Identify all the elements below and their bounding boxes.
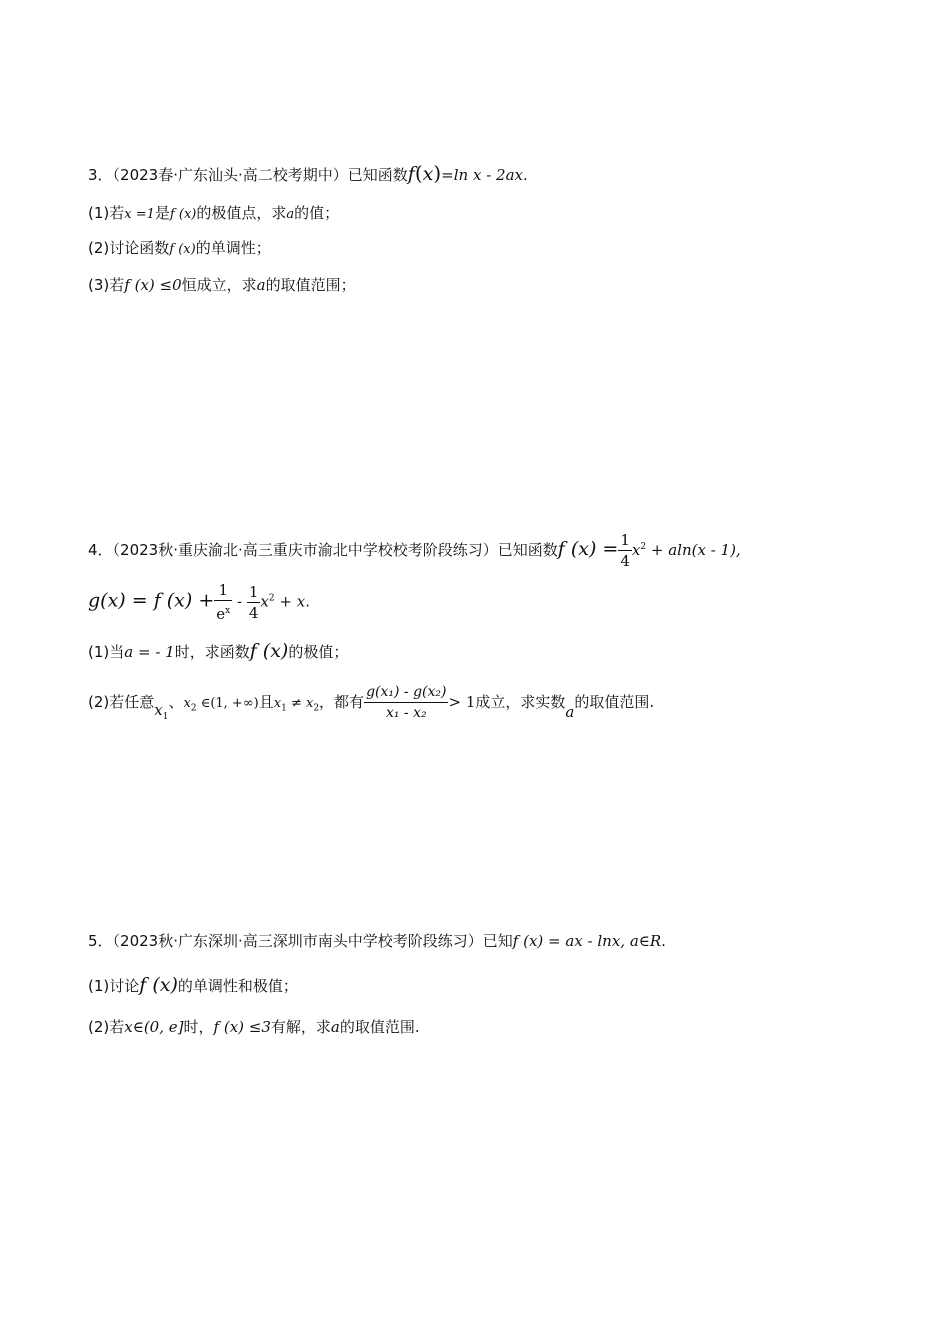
q4-p2-neq-sub: 2 xyxy=(313,703,320,714)
q4-g-mid: - xyxy=(232,592,247,611)
q4-p2-neq: ≠ x xyxy=(286,696,314,711)
q4-p2-frac-num: g(x₁) - g(x₂) xyxy=(364,682,448,703)
q4-frac3-den: 4 xyxy=(248,603,259,622)
q3-stem-end: . xyxy=(522,166,528,184)
q5-stem xyxy=(88,930,666,952)
q3-p1-d: 的值； xyxy=(294,204,340,222)
q4-p2-b: 且 xyxy=(258,693,274,711)
q5-p1-f: f (x) xyxy=(139,974,178,996)
q5-p2-num: (2) xyxy=(88,1018,110,1036)
q5-stem-end: . xyxy=(661,932,666,950)
q4-source: （2023秋·重庆渝北·高三重庆市渝北中学校校考阶段练习） xyxy=(112,541,498,559)
q4-p1-f: f (x) xyxy=(249,640,289,662)
q5-p1-num: (1) xyxy=(88,977,110,995)
q3-part1 xyxy=(88,202,339,226)
q4-frac-one-over-ex xyxy=(214,580,232,624)
q5-func: f (x) = ax - lnx, a∈R xyxy=(512,932,662,950)
q4-p2-x2: x xyxy=(183,696,191,711)
q4-frac3-num: 1 xyxy=(248,582,259,601)
q3-p1-num: (1) xyxy=(88,204,110,222)
q4-p2-a: 若任意 xyxy=(109,693,155,711)
q4-frac2-den xyxy=(214,601,232,624)
q4-g-end: . xyxy=(305,592,310,611)
q4-p1-c: 的极值； xyxy=(288,643,349,661)
q3-paren-close: ) xyxy=(433,161,442,185)
q5-number: 5． xyxy=(88,932,113,950)
q4-frac2-den-base: e xyxy=(216,605,226,623)
q4-p2-num: (2) xyxy=(88,693,110,711)
q4-f-rhs1-sup: 2 xyxy=(640,542,647,552)
q4-g-rhs2: + x xyxy=(274,592,306,611)
q4-stem-prefix: 已知函数 xyxy=(497,541,558,559)
q3-p1-var: a xyxy=(286,207,295,222)
q3-p3-b: 恒成立，求 xyxy=(181,276,257,294)
q4-part1 xyxy=(88,640,348,663)
q4-stem xyxy=(88,530,741,571)
q4-frac1-num: 1 xyxy=(620,531,630,549)
q4-p1-a: 当 xyxy=(109,643,125,661)
q3-p2-num: (2) xyxy=(88,239,110,257)
q4-frac2-num: 1 xyxy=(214,580,232,601)
q3-p3-var: a xyxy=(256,276,266,294)
q5-p2-c: 有解，求 xyxy=(270,1018,331,1036)
q3-func-var: x xyxy=(422,163,434,185)
q3-p3-num: (3) xyxy=(88,276,110,294)
q4-p2-x2-sub: 2 xyxy=(190,703,197,714)
q3-p1-c: 的极值点，求 xyxy=(196,204,287,222)
q5-p2-cond: x∈(0, e] xyxy=(124,1018,184,1036)
q3-p3-f: f (x) ≤0 xyxy=(124,276,182,294)
q3-func-rhs: =ln x - 2ax xyxy=(441,166,523,184)
q4-p1-num: (1) xyxy=(88,643,110,661)
q4-p2-d: 成立，求实数 xyxy=(475,693,566,711)
q4-p1-b: 时，求函数 xyxy=(174,643,250,661)
q3-p2-b: 的单调性； xyxy=(195,239,271,257)
q4-p2-neq-a-sub: 1 xyxy=(281,703,287,714)
q5-part2 xyxy=(88,1016,420,1038)
q5-p2-b: 时， xyxy=(183,1018,214,1036)
q4-p2-x1: x xyxy=(154,701,163,719)
q3-stem-prefix: 已知函数 xyxy=(347,166,408,184)
q5-stem-prefix: 已知 xyxy=(482,932,513,950)
q4-frac2-den-sup: x xyxy=(225,606,231,616)
q3-p3-a: 若 xyxy=(109,276,125,294)
q5-p1-b: 的单调性和极值； xyxy=(177,977,298,995)
q3-paren-open: ( xyxy=(414,161,423,185)
q3-p2-f: f (x) xyxy=(169,242,196,257)
q5-p2-f: f (x) ≤3 xyxy=(213,1018,271,1036)
q4-p2-neq-wrap xyxy=(273,696,320,714)
q4-f-lhs: f (x) = xyxy=(557,538,619,560)
q4-p2-neq-a: x xyxy=(273,696,282,711)
q4-f-rhs2: + aln(x - 1), xyxy=(646,541,741,559)
q3-p1-f: f (x) xyxy=(169,207,197,222)
q4-g-rhs-sup: 2 xyxy=(268,593,275,604)
q3-part2 xyxy=(88,237,271,261)
q4-p2-x2-wrap xyxy=(183,696,259,714)
q4-p1-cond: a = - 1 xyxy=(124,643,175,661)
q4-p2-var: a xyxy=(565,703,575,721)
q3-source: （2023春·广东汕头·高二校考期中） xyxy=(112,166,348,184)
q4-p2-sep: 、 xyxy=(168,693,184,711)
q4-number: 4． xyxy=(88,541,113,559)
q5-source: （2023秋·广东深圳·高三深圳市南头中学校考阶段练习） xyxy=(112,932,483,950)
q4-frac1-den: 4 xyxy=(620,552,630,570)
q3-p1-a: 若 xyxy=(109,204,125,222)
q3-p3-c: 的取值范围； xyxy=(265,276,356,294)
q3-func-lhs: f xyxy=(407,163,415,185)
q4-p2-frac-den: x₁ - x₂ xyxy=(385,705,427,721)
q5-p2-d: 的取值范围. xyxy=(339,1018,420,1036)
q4-g-rhs: x xyxy=(260,592,269,611)
q4-part2 xyxy=(88,682,654,729)
q3-stem xyxy=(88,162,528,186)
q4-p2-x1-wrap xyxy=(154,701,169,722)
q4-p2-in: ∈(1, +∞) xyxy=(196,696,259,711)
q4-f-rhs1: x xyxy=(631,541,641,559)
q3-p1-b: 是 xyxy=(154,204,170,222)
q4-p2-fraction xyxy=(364,682,448,723)
q4-p2-gt: > 1 xyxy=(448,693,476,711)
q3-number: 3． xyxy=(88,166,113,184)
q3-p2-a: 讨论函数 xyxy=(109,239,170,257)
q4-p2-x1-sub: 1 xyxy=(162,712,169,722)
q4-frac-quarter-1 xyxy=(618,530,632,571)
q5-p2-a: 若 xyxy=(109,1018,125,1036)
q3-part3 xyxy=(88,274,356,296)
q3-p1-cond: x =1 xyxy=(124,207,155,222)
q4-g-lhs: g(x) = f (x) + xyxy=(88,589,215,612)
q5-part1 xyxy=(88,974,298,997)
q4-p2-c: ，都有 xyxy=(319,693,365,711)
q4-p2-e: 的取值范围. xyxy=(574,693,655,711)
q5-p2-var: a xyxy=(330,1018,340,1036)
q4-g-def xyxy=(88,580,310,624)
q4-frac-quarter-2 xyxy=(247,582,261,623)
q5-p1-a: 讨论 xyxy=(109,977,140,995)
